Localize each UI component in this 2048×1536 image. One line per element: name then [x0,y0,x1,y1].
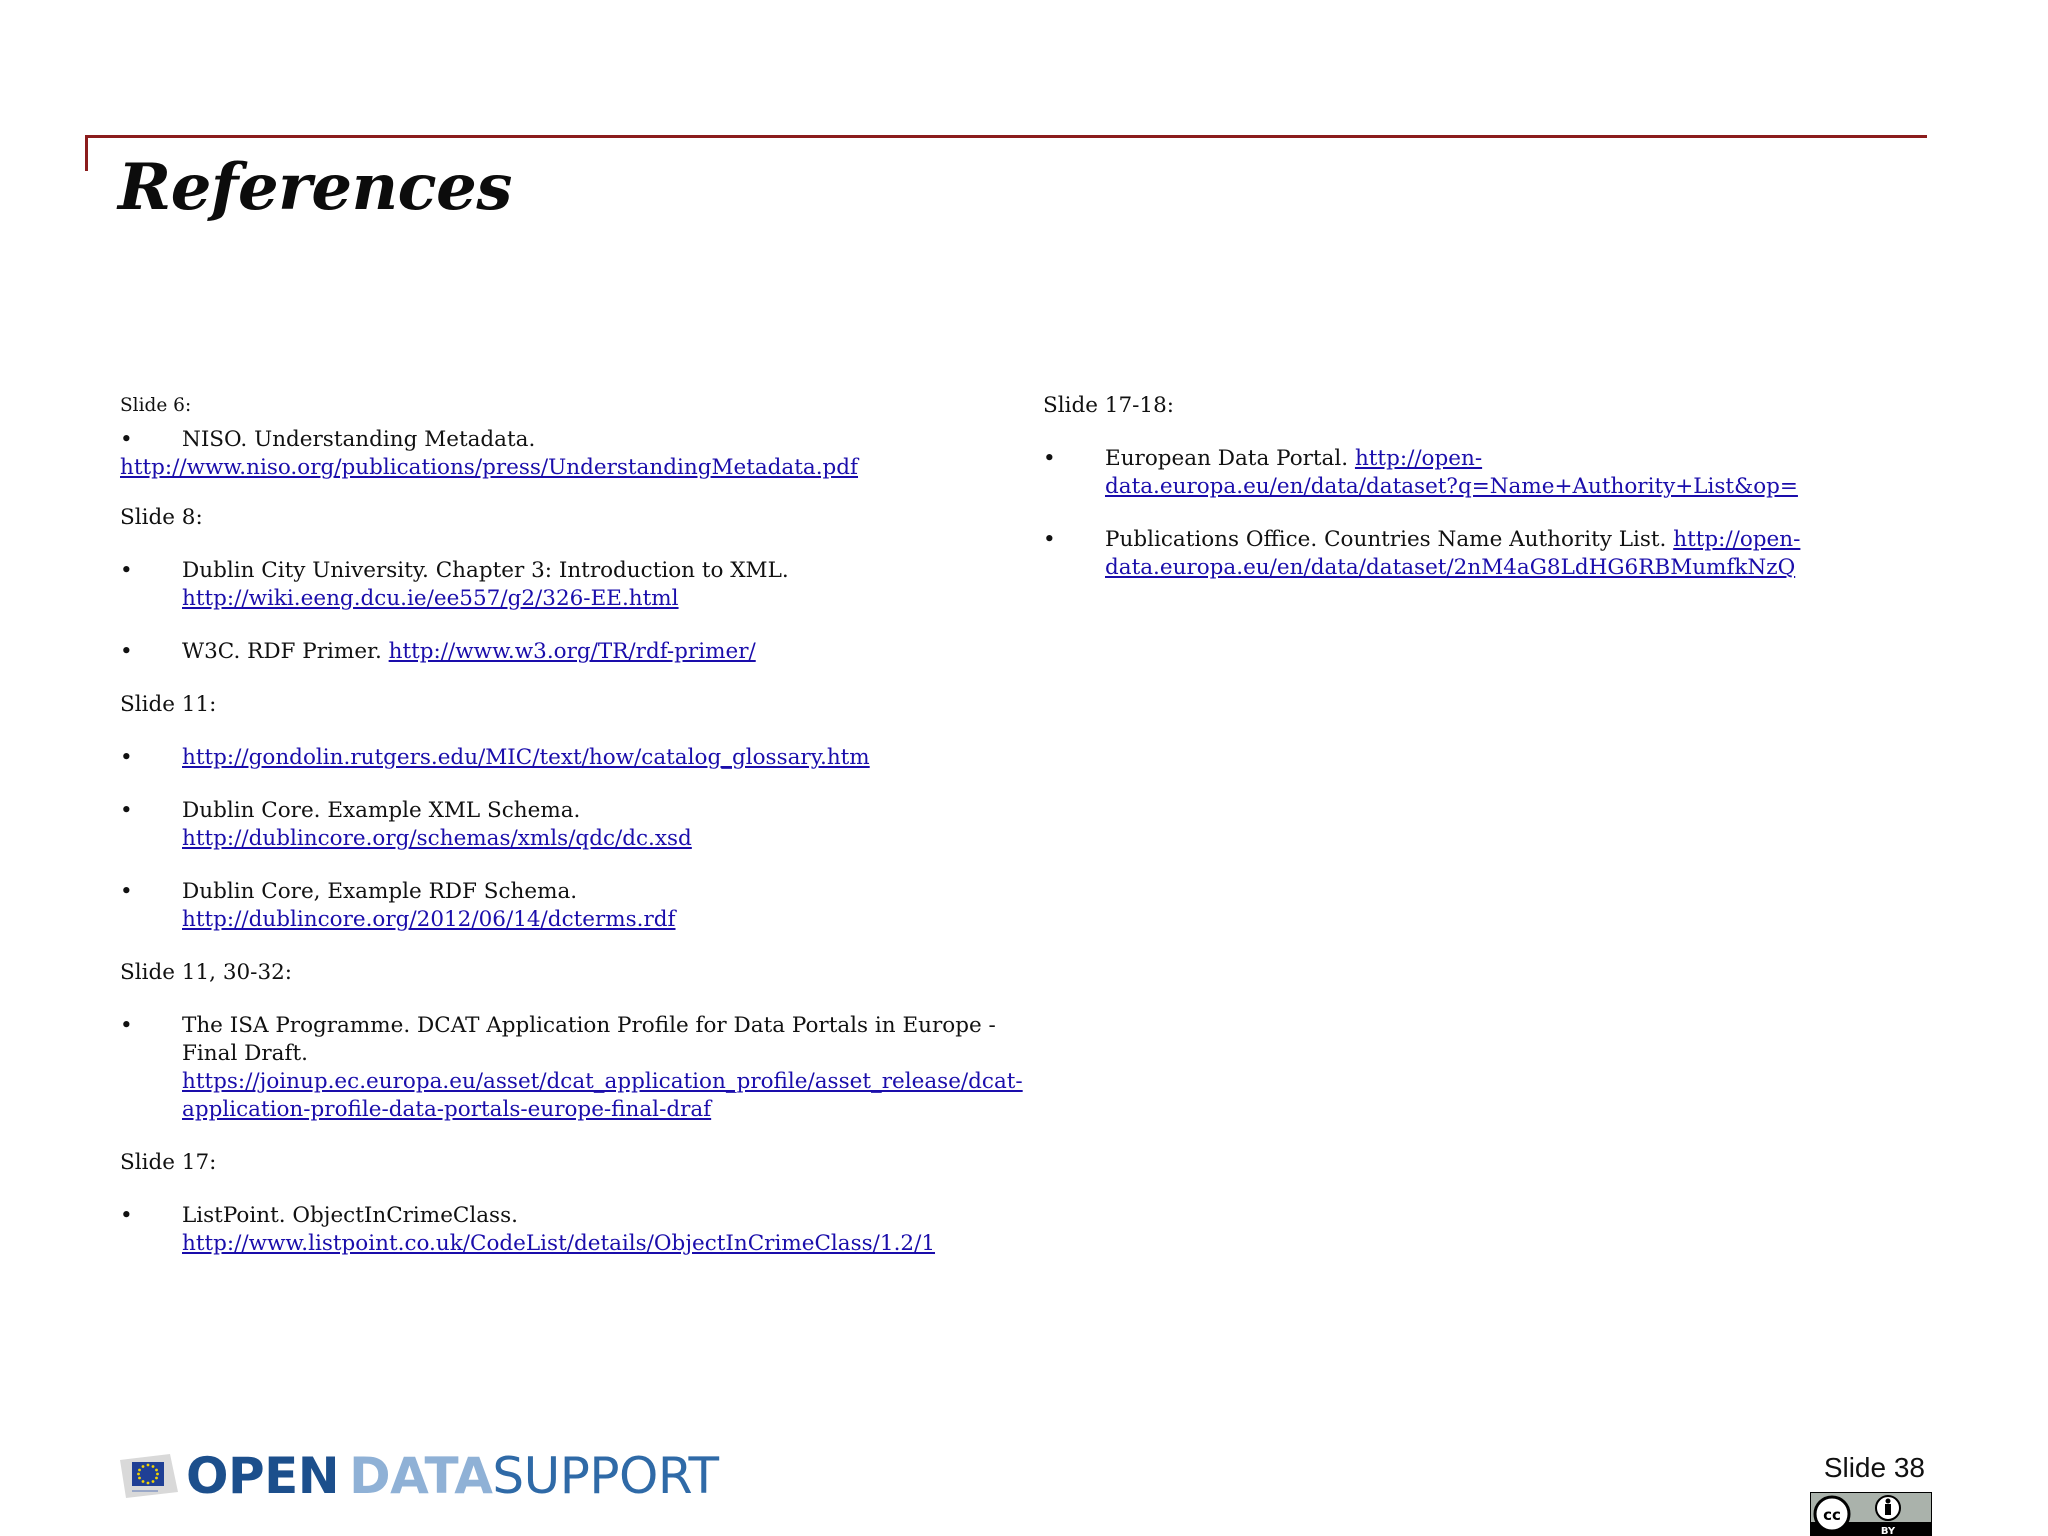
reference-link[interactable]: http://www.w3.org/TR/rdf-primer/ [388,639,756,664]
title-rule [85,135,1927,138]
reference-text: W3C. RDF Primer. [182,639,382,664]
references-left-column [120,392,1023,1283]
bullet: • [1043,527,1056,552]
section-heading: Slide 17: [120,1150,217,1175]
section-heading: Slide 8: [120,505,203,530]
reference-link[interactable]: http://dublincore.org/schemas/xmls/qdc/dc.xsd [182,826,692,851]
reference-link[interactable]: http://open- [1673,527,1801,552]
reference-link[interactable]: http://www.listpoint.co.uk/CodeList/details/ObjectInCrimeClass/1.2/1 [182,1231,936,1256]
reference-text: Dublin Core, Example RDF Schema. [182,879,578,904]
reference-item [120,797,1010,853]
title-rule-tick [85,135,88,171]
reference-text: NISO. Understanding Metadata. [182,427,536,452]
cc-by-license-icon [1810,1492,1932,1536]
page-title: References [118,150,512,225]
reference-item [120,426,1010,482]
bullet: • [120,798,133,823]
reference-link[interactable]: http://www.niso.org/publications/press/UnderstandingMetadata.pdf [120,455,859,480]
reference-text: Dublin City University. Chapter 3: Introduction to XML. [182,558,789,583]
bullet: • [120,427,133,452]
reference-item [1043,445,1863,501]
brand-support: SUPPORT [492,1447,719,1505]
bullet: • [120,639,133,664]
references-right-column [1043,392,1863,607]
cc-by-label: BY [1880,1526,1896,1536]
reference-item [120,1012,1023,1124]
eu-flag-icon [120,1454,178,1498]
reference-link[interactable]: http://wiki.eeng.dcu.ie/ee557/g2/326-EE.html [182,586,679,611]
reference-link-continued[interactable]: data.europa.eu/en/data/dataset?q=Name+Authority+List&op= [1105,474,1798,499]
reference-text: The ISA Programme. DCAT Application Profile for Data Portals in Europe - Final Draft. [182,1013,996,1066]
reference-link[interactable]: https://joinup.ec.europa.eu/asset/dcat_application_profile/asset_release/dcat- [182,1069,1023,1094]
svg-text:cc: cc [1823,1506,1841,1524]
reference-text: Publications Office. Countries Name Authority List. [1105,527,1667,552]
bullet: • [120,1013,133,1038]
reference-item [120,744,1010,772]
bullet: • [1043,446,1056,471]
reference-text: ListPoint. ObjectInCrimeClass. [182,1203,518,1228]
reference-link-continued[interactable]: data.europa.eu/en/data/dataset/2nM4aG8LdHG6RBMumfkNzQ [1105,555,1796,580]
reference-link-continued[interactable]: application-profile-data-portals-europe-final-draf [182,1097,712,1122]
reference-item [120,878,1010,934]
brand-data: DATA [349,1447,493,1505]
bullet: • [120,558,133,583]
section-heading: Slide 11: [120,692,217,717]
bullet: • [120,1203,133,1228]
reference-text: Dublin Core. Example XML Schema. [182,798,581,823]
reference-item [1043,526,1863,582]
reference-link[interactable]: http://dublincore.org/2012/06/14/dcterms.rdf [182,907,676,932]
brand-wordmark [186,1446,719,1506]
reference-text: European Data Portal. [1105,446,1349,471]
reference-item [120,557,1010,613]
brand-open: OPEN [186,1447,340,1505]
reference-item [120,638,1010,666]
section-heading: Slide 6: [120,395,192,416]
section-heading: Slide 11, 30-32: [120,960,293,985]
section-heading: Slide 17-18: [1043,393,1175,418]
bullet: • [120,879,133,904]
reference-item [120,1202,1010,1258]
open-data-support-logo [120,1446,719,1506]
slide-number: Slide 38 [1823,1452,1925,1483]
reference-link[interactable]: http://gondolin.rutgers.edu/MIC/text/how/catalog_glossary.htm [182,745,870,770]
reference-link[interactable]: http://open- [1354,446,1483,471]
bullet: • [120,745,133,770]
